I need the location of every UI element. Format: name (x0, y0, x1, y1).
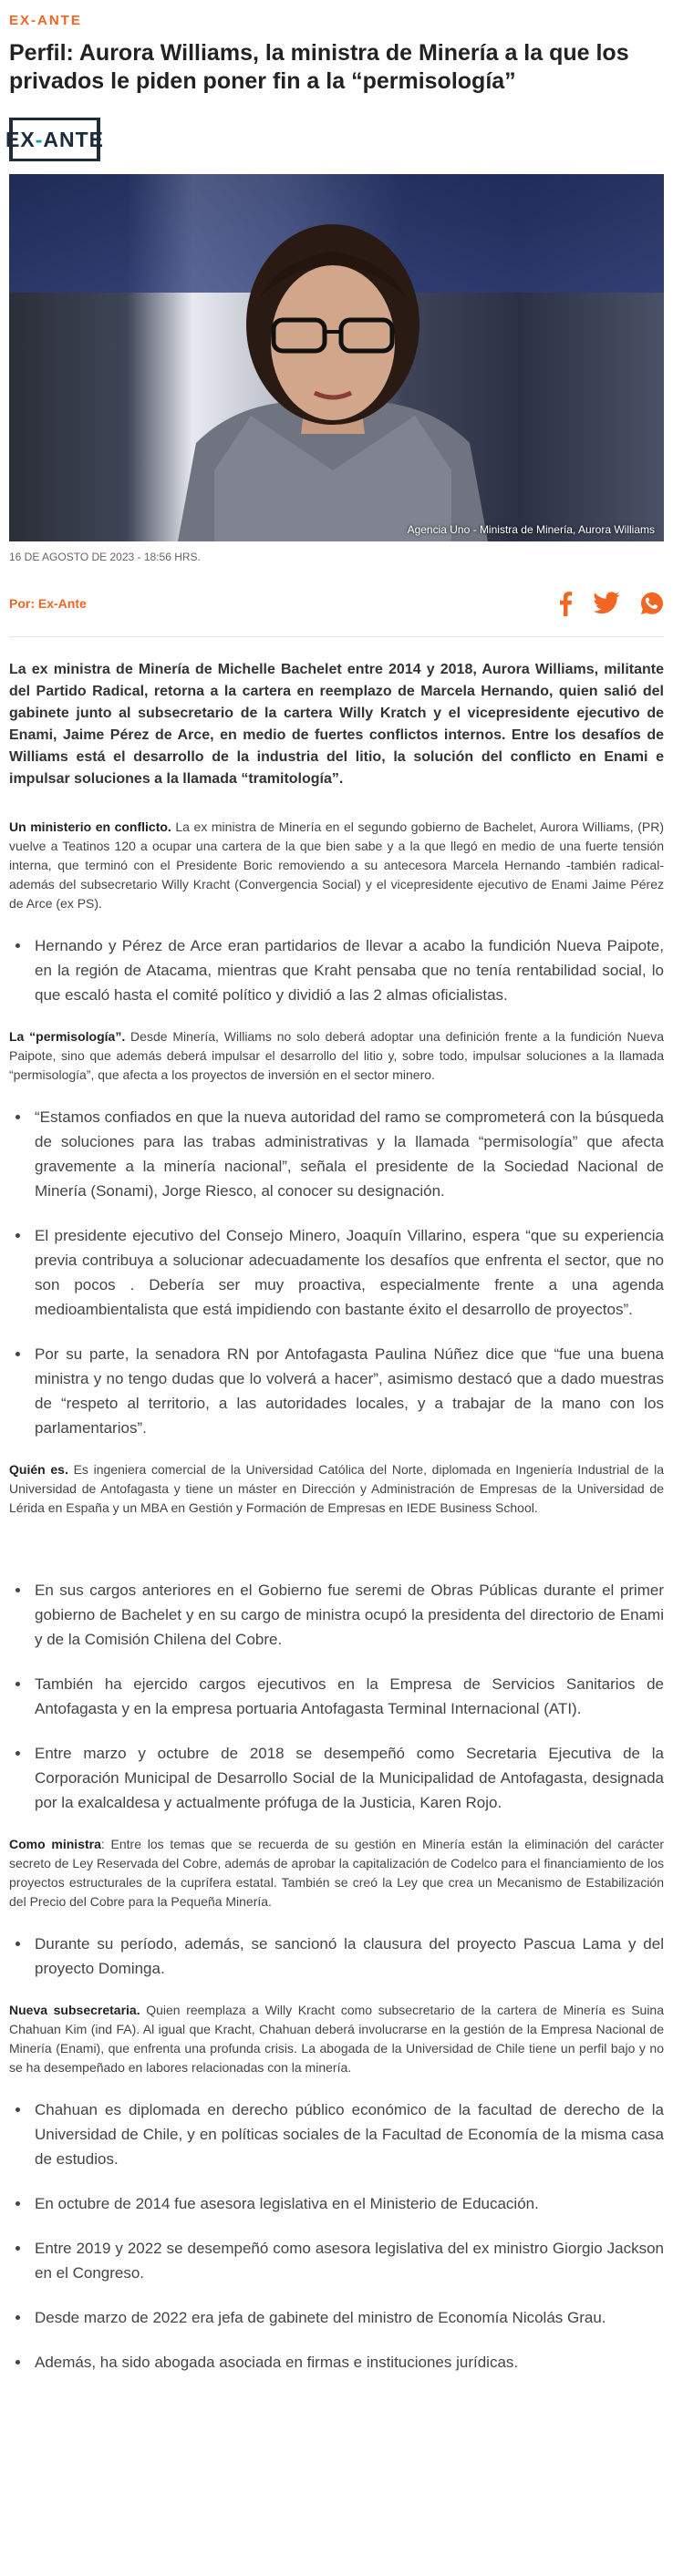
publish-date: 16 DE AGOSTO DE 2023 - 18:56 HRS. (9, 551, 201, 563)
paragraph-text: Es ingeniera comercial de la Universidad Católica del Norte, diplomada en Ingeniería Industrial de la Universidad de Antofagasta y tiene un máster en Dirección y Administración de Empresas de la Universidad de Lérida en España y un MBA en Gestión y Formación de Empresas en IEDE Business School. (9, 1462, 664, 1515)
paragraph-heading: Nueva subsecretaria. (9, 2003, 140, 2017)
list-item: • Durante su período, además, se sancionó la clausura del proyecto Pascua Lama y del proyecto Dominga. (31, 1932, 664, 1981)
list-item: • Desde marzo de 2022 era jefa de gabinete del ministro de Economía Nicolás Grau. (31, 2305, 664, 2330)
paragraph-heading: La “permisología”. (9, 1029, 126, 1044)
share-buttons (558, 591, 664, 616)
site-logo[interactable] (5, 118, 104, 161)
logo-text-right: ANTE (43, 127, 104, 151)
list-item: • En sus cargos anteriores en el Gobierno fue seremi de Obras Públicas durante el primer gobierno de Bachelet y en su cargo de ministra ocupó la presidenta del directorio de Enami y de la Comisión Chilena del Cobre. (31, 1578, 664, 1652)
paragraph-permisologia (9, 1027, 664, 1085)
paragraph-subsecretaria (9, 2001, 664, 2077)
paragraph-text: : Entre los temas que se recuerda de su gestión en Minería están la eliminación del carácter secreto de Ley Reservada del Cobre, además de aprobar la capitalización de Codelco para el financiamiento de los proyectos estructurales de la cuprífera estatal. También se creó la Ley que crea un Mecanismo de Estabilización del Precio del Cobre para la Pequeña Minería. (9, 1837, 664, 1909)
list-item: • Entre 2019 y 2022 se desempeñó como asesora legislativa del ex ministro Giorgio Jackson en el Congreso. (31, 2236, 664, 2285)
paragraph-text: Quien reemplaza a Willy Kracht como subsecretario de la cartera de Minería es Suina Chahuan Kim (ind FA). Al igual que Kracht, Chahuan deberá involucrarse en la gestión de la Empresa Nacional de Minería (Enami), que enfrenta una profunda crisis. La abogada de la Universidad de Chile tiene un perfil bajo y no se ha desempeñado en labores relacionadas con la minería. (9, 2003, 664, 2075)
hero-photo (9, 174, 664, 541)
bullet-list (9, 1578, 664, 1815)
article-lead: La ex ministra de Minería de Michelle Bachelet entre 2014 y 2018, Aurora Williams, militante del Partido Radical, retorna a la cartera en reemplazo de Marcela Hernando, quien salió del gabinete junto al subsecretario de la cartera Willy Kratch y el vicepresidente ejecutivo de Enami, Jaime Pérez de Arce, en medio de fuertes conflictos internos. Entre los desafíos de Williams está el desarrollo de la industria del litio, la solución del conflicto en Enami e impulsar soluciones a la llamada “tramitología”. (9, 662, 664, 787)
bullet-list (9, 1932, 664, 1981)
logo-text-left: EX (5, 127, 36, 151)
bullet-list (9, 1105, 664, 1440)
facebook-icon[interactable] (558, 591, 573, 616)
bullet-list (9, 933, 664, 1007)
list-item: • “Estamos confiados en que la nueva autoridad del ramo se comprometerá con la búsqueda de soluciones para las trabas administrativas y la llamada “permisología” que afecta gravemente a la minería nacional”, señala el presidente de la Sociedad Nacional de Minería (Sonami), Jorge Riesco, al conocer su designación. (31, 1105, 664, 1203)
paragraph-text: Desde Minería, Williams no solo deberá adoptar una definición frente a la fundición Nueva Paipote, sino que además deberá impulsar el desarrollo del litio y, sobre todo, impulsar soluciones a la llamada “permisología”, que afecta a los proyectos de inversión en el sector minero. (9, 1029, 664, 1082)
logo-dash: - (35, 127, 44, 151)
paragraph-quien-es (9, 1460, 664, 1518)
bullet-list (9, 2097, 664, 2375)
paragraph-heading: Un ministerio en conflicto. (9, 819, 171, 834)
list-item: • También ha ejercido cargos ejecutivos en la Empresa de Servicios Sanitarios de Antofagasta y en la empresa portuaria Antofagasta Terminal Internacional (ATI). (31, 1672, 664, 1721)
list-item: • El presidente ejecutivo del Consejo Minero, Joaquín Villarino, espera “que su experiencia previa contribuya a solucionar adecuadamente los desafíos que enfrenta el sector, que no son pocos . Debería ser muy proactiva, especialmente frente a una agenda medioambientalista que está impidiendo con bastante éxito el desarrollo de proyectos”. (31, 1223, 664, 1322)
author-link[interactable]: Por: Ex-Ante (9, 596, 87, 611)
photo-caption: Agencia Uno - Ministra de Minería, Aurora Williams (407, 523, 655, 536)
twitter-icon[interactable] (593, 592, 620, 615)
article-title: Perfil: Aurora Williams, la ministra de Minería a la que los privados le piden poner fin a la “permisología” (9, 40, 629, 94)
divider (9, 636, 664, 637)
whatsapp-icon[interactable] (640, 592, 664, 615)
paragraph-text: La ex ministra de Minería en el segundo gobierno de Bachelet, Aurora Williams, (PR) vuelve a Teatinos 120 a ocupar una cartera de la que bien sabe y a la que llegó en medio de una fuerte tensión interna, que terminó con el Presidente Boric removiendo a su antecesora Marcela Hernando -también radical- además del subsecretario Willy Kracht (Convergencia Social) y el vicepresidente ejecutivo de Enami Jaime Pérez de Arce (ex PS). (9, 819, 664, 911)
paragraph-como-ministra (9, 1835, 664, 1911)
list-item: • Entre marzo y octubre de 2018 se desempeñó como Secretaria Ejecutiva de la Corporación Municipal de Desarrollo Social de la Municipalidad de Antofagasta, designada por la exalcaldesa y actualmente prófuga de la Justicia, Karen Rojo. (31, 1741, 664, 1815)
minister-portrait (178, 197, 488, 541)
article-body (9, 790, 664, 2375)
list-item: • En octubre de 2014 fue asesora legislativa en el Ministerio de Educación. (31, 2191, 664, 2216)
paragraph-conflict (9, 818, 664, 913)
list-item: • Por su parte, la senadora RN por Antofagasta Paulina Núñez dice que “fue una buena ministra y no tengo dudas que lo volverá a hacer”, asimismo destacó que a dado muestras de “respeto al territorio, a las autoridades locales, y a trabajar de la mano con los parlamentarios”. (31, 1342, 664, 1440)
list-item: • Chahuan es diplomada en derecho público económico de la facultad de derecho de la Universidad de Chile, y en políticas sociales de la Facultad de Economía de la misma casa de estudios. (31, 2097, 664, 2171)
paragraph-heading: Quién es. (9, 1462, 68, 1477)
byline-row (9, 589, 664, 618)
paragraph-heading: Como ministra (9, 1837, 101, 1851)
section-label[interactable]: EX-ANTE (9, 13, 82, 28)
article (0, 13, 673, 2375)
list-item: • Hernando y Pérez de Arce eran partidarios de llevar a acabo la fundición Nueva Paipote, en la región de Atacama, mientras que Kraht pensaba que no tenía rentabilidad social, lo que escaló hasta el comité político y dividió a las 2 almas oficialistas. (31, 933, 664, 1007)
list-item: • Además, ha sido abogada asociada en firmas e instituciones jurídicas. (31, 2350, 664, 2375)
